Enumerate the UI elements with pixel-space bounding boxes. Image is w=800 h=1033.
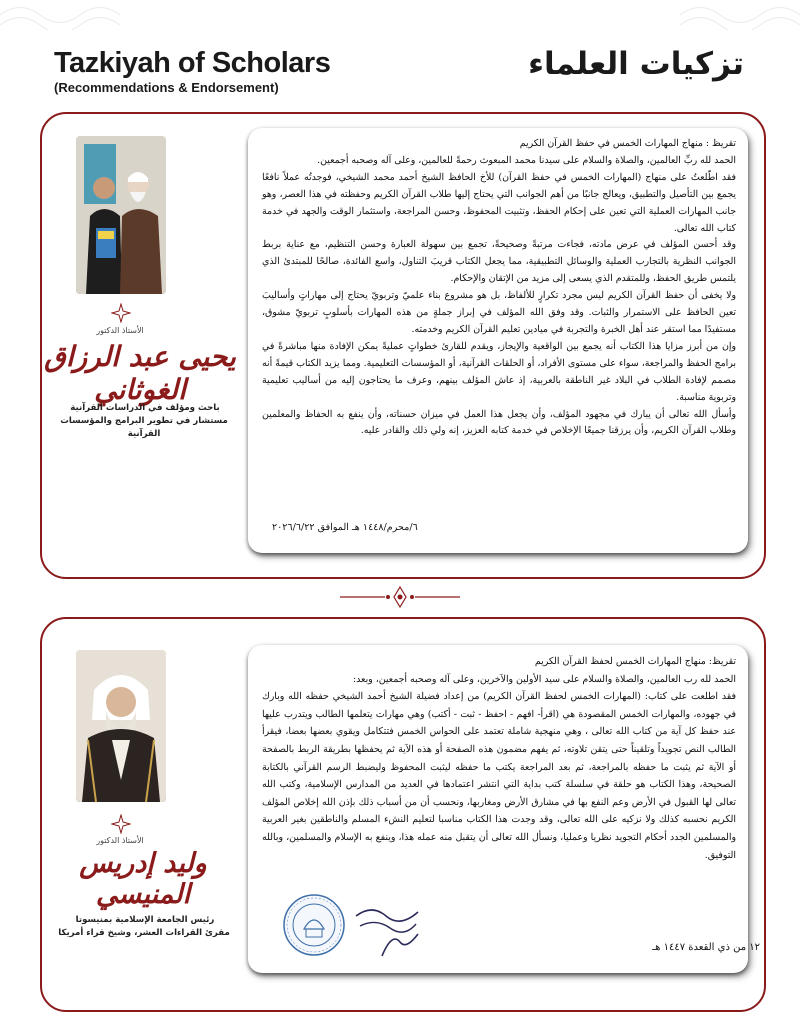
scholar-photo-2 [76,650,166,802]
scholar-photo-1 [76,136,166,294]
corner-ornament-left [0,0,130,30]
page-subtitle-english: (Recommendations & Endorsement) [54,80,279,95]
endorsement-paragraph: الحمد لله رب العالمين، والصلاة والسلام على سيد الأولين والآخرين، وعلى آله وصحبه أجمعين، وبعد: [352,673,736,685]
university-seal-icon [282,893,346,957]
endorsement-paragraph: ولا يخفى أن حفظ القرآن الكريم ليس مجرد تكرارٍ للألفاظ، بل هو مشروع بناء علميّ وتربويّ يحتاج إلى مهاراتٍ وأساليبَ تعين الحافظ على الاستمرار والثبات. وقد وفق الله المؤلف في إبراز جملةٍ من هذه المهارات بأسلوبٍ تربويّ مشوق، مستفيدًا مما استقر عند أهل الخبرة والتجربة في ميادين تعليم القرآن الكريم وخدمته. [262,290,736,335]
ornament-icon [111,303,131,323]
endorsement-paragraph: فقد اطلعت على كتاب: (المهارات الخمس لحفظ القرآن الكريم) من إعداد فضيلة الشيخ أحمد الشيخي حفظه الله وبارك في جهوده، والمهارات الخمس المقصودة هي (اقرأ- افهم - احفظ - ثبت - أكتب) وهي مهارات يتعلمها الطالب ويتدرب عليها عند حفظ كل آية من كتاب الله تعالى ، وهي منهجية شاملة تعتمد على الحواس الخمس فتتكامل ويقوي بعضها بعضا، فيقرأ الطالب النص تجويداً وتلقيناً حتى يتقن تلاوته، ثم يفهم مضمون هذه الصفحة أو هذه الآية ثم يحفظها بطريقة الربط بالصفحة أو الآية ثم يثبت ما حفظه بالمراجعة، ثم بعد المراجعة يكتب ما حفظه ليثبت المحفوظ وليضبط الرسم القرآني بالكتابة الصحيحة، وهذا الكتاب هو حلقة في سلسلة كتب بداية التي انتشر اعتمادها في العديد من المدارس الإسلامية، وكتب الله تعالى لها القبول في الأرض وعم النفع بها في مشارق الأرض ومغاربها، ونحسب أن من أسباب ذلك بإذن الله إخلاص المؤلف الكريم نحسبه كذلك ولا نزكيه على الله تعالى، وقد وجدت هذا الكتاب مناسبا لتعليم النشء المسلم والناطقين بغير العربية والمسلمين الجدد أحكام التجويد نظريا وعمليا، ونسأل الله تعالى أن يتقبل منه عمله هذا، وينفع به الإسلام والمسلمين، وبالله التوفيق. [262,691,736,861]
endorsement-paragraph: وإن من أبرز مزايا هذا الكتاب أنه يجمع بين الواقعية والإيجاز، ويقدم للقارئ خطواتٍ عمليةً يمكن الإفادة منها مباشرةً في برامج الحفظ والمراجعة، سواء على مستوى الأفراد، أو الحلقات القرآنية، أو المؤسسات التعليمية. ومما يزيد الكتاب قيمةً أنه مصمم لإفادة الطلاب في البلاد غير الناطقة بالعربية، إذ عاش المؤلف بينهم، وعرف ما يحتاجون إليه من أساليب تعليمية وتربوية مناسبة. [262,340,736,403]
handwritten-signature-icon [352,898,422,958]
endorsement-paragraph: وقد أحسن المؤلف في عرض مادته، فجاءت مرتبةً وصحيحةً، تجمع بين سهولة العبارة وحسن التنظيم، مع عناية بربط الجوانب النظرية بالتجارب العملية والوسائل التطبيقية، مما يجعل الكتاب قريبَ التناول، واسع الفائدة، صالحًا للمبتدئ الذي يلتمس طريق الحفظ، وللمتقدم الذي يسعى إلى مزيد من الإتقان والإحكام. [262,239,736,285]
scholar-name-signature-1: يحيى عبد الرزاق الغوثاني [44,340,236,406]
scholar-role-1a: باحث ومؤلف في الدراسات القرآنية [70,403,220,413]
divider-ornament [340,585,460,609]
endorsement-paragraph: وأسأل الله تعالى أن يبارك في مجهود المؤلف، وأن يجعل هذا العمل في ميزان حسناته، وأن ينفع به الحفاظ والمعلمين وطلاب القرآن الكريم، وأن يرزقنا جميعًا الإخلاص في خدمة كتابه العزيز، إنه ولي ذلك والقادر عليه. [262,408,736,437]
scholar-title-1: الأستاذ الدكتور [96,326,144,335]
endorsement-date-2: ١٢ من ذي القعدة ١٤٤٧ هـ [652,942,760,953]
endorsement-date-1: ٦/محرم/١٤٤٨ هـ الموافق ٢٠٢٦/٦/٢٢ [272,522,418,533]
endorsement-heading: تقريظ : منهاج المهارات الخمس في حفظ القرآن الكريم [519,138,736,149]
ornament-icon [111,814,131,834]
page-title-english: Tazkiyah of Scholars [54,47,331,79]
scholar-role-2b: مقرئ القراءات العشر، وشيخ قراء أمريكا [58,928,230,938]
endorsement-text-2 [262,653,736,864]
corner-ornament-right [670,0,800,30]
scholar-role-2a: رئيس الجامعة الإسلامية بمنيسوتا [75,915,215,925]
page-title-arabic: تزكيات العلماء [528,46,744,82]
scholar-role-1b: مستشار في تطوير البرامج والمؤسسات القرآنية [60,416,228,439]
endorsement-paragraph: فقد اطّلعتُ على منهاج (المهارات الخمس في حفظ القرآن) للأخ الحافظ الشيخ أحمد محمد الشيخي، فوجدتُه عملاً نافعًا يجمع بين التأصيل والتطبيق، ويعالج جانبًا من أهم الجوانب التي يحتاج إليها طلاب القرآن الكريم وحفظته في هذا العصر، وهو جانب المهارات العملية التي تعين على إحكام الحفظ، وتثبيت المحفوظ، وحسن المراجعة، واستثمار الوقت والجهد في خدمة كتاب الله تعالى. [262,171,736,234]
endorsement-paragraph: الحمد لله ربِّ العالمين، والصلاة والسلام على سيدنا محمد المبعوث رحمةً للعالمين، وعلى آله وصحبه أجمعين. [317,154,736,166]
scholar-name-signature-2: وليد إدريس المنيسي [79,848,207,910]
scholar-title-2: الأستاذ الدكتور [96,836,144,845]
endorsement-text-1 [262,136,736,440]
endorsement-card-1 [248,128,748,553]
endorsement-heading: تقريظ: منهاج المهارات الخمس لحفظ القرآن الكريم [534,656,736,667]
